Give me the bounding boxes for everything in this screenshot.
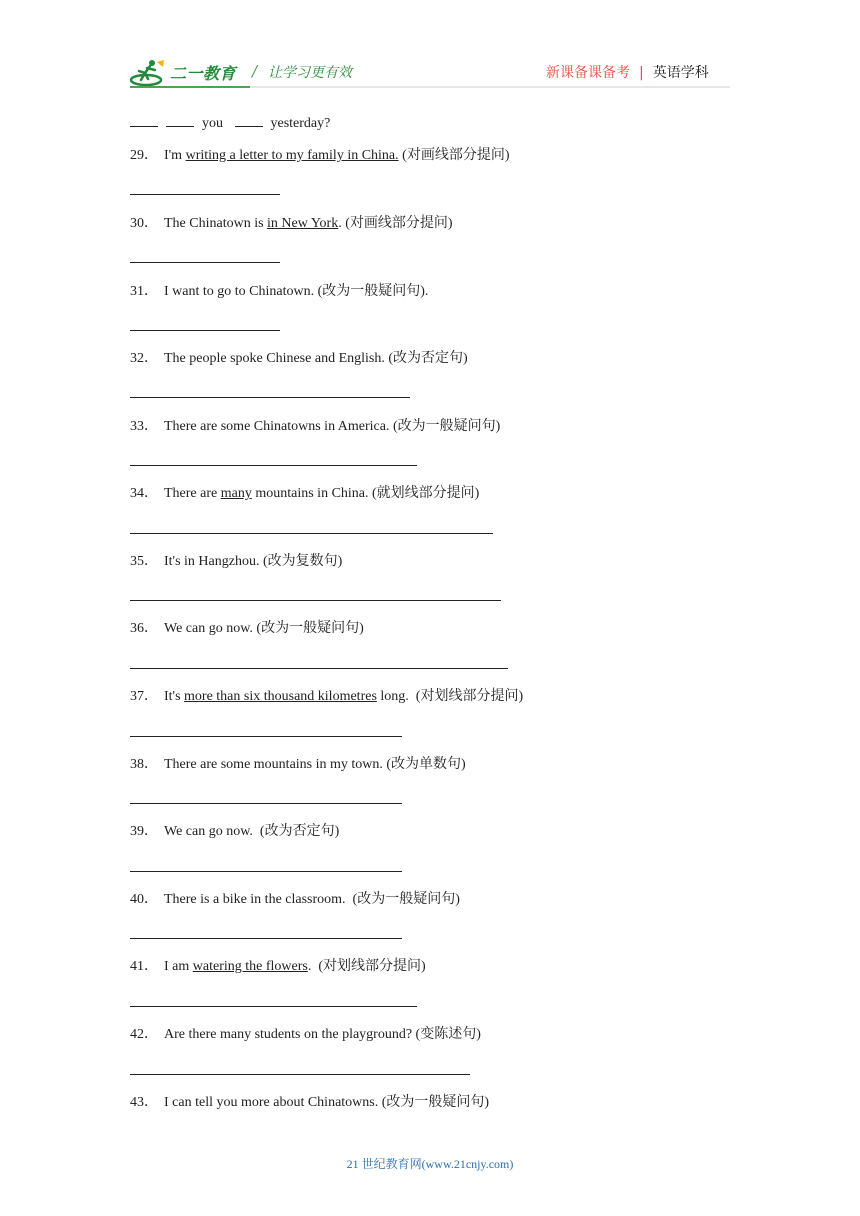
answer-line[interactable] — [130, 871, 402, 872]
question-32 — [130, 350, 468, 368]
page-footer: 21 世纪教育网(www.21cnjy.com) — [346, 1157, 514, 1171]
question-42 — [130, 1026, 481, 1044]
slogan-separator: / — [252, 62, 258, 80]
answer-line[interactable] — [130, 803, 402, 804]
fill-blank[interactable] — [235, 114, 263, 127]
question-38 — [130, 756, 466, 774]
question-instruction: long. (对划线部分提问) — [376, 689, 524, 704]
question-text: The people spoke Chinese and English. (改为否定句) — [164, 351, 468, 366]
underlined-phrase: watering the flowers — [192, 959, 308, 974]
page-header — [0, 0, 860, 100]
question-text: I want to go to Chinatown. (改为一般疑问句). — [164, 284, 429, 299]
underlined-phrase: many — [220, 486, 252, 501]
question-number: 34． — [130, 486, 158, 501]
question-number: 41． — [130, 959, 158, 974]
runner-logo-icon — [130, 58, 170, 88]
question-number: 31． — [130, 284, 158, 299]
question-text: We can go now. (改为一般疑问句) — [164, 621, 364, 636]
answer-line[interactable] — [130, 736, 402, 737]
question-34 — [130, 485, 479, 503]
logo — [130, 58, 248, 88]
question-text: Are there many students on the playground? (变陈述句) — [164, 1027, 481, 1042]
word-yesterday: yesterday? — [270, 116, 331, 131]
question-number: 32． — [130, 351, 158, 366]
answer-line[interactable] — [130, 465, 417, 466]
question-number: 38． — [130, 757, 158, 772]
question-text: The Chinatown is — [164, 216, 268, 231]
answer-line[interactable] — [130, 1074, 470, 1075]
question-41 — [130, 958, 426, 976]
question-30 — [130, 215, 453, 233]
underlined-phrase: more than six thousand kilometres — [184, 689, 377, 704]
answer-line[interactable] — [130, 194, 280, 195]
question-text: It's — [164, 689, 185, 704]
question-text: There is a bike in the classroom. (改为一般疑问句) — [164, 892, 460, 907]
question-39 — [130, 823, 339, 841]
question-number: 29． — [130, 148, 158, 163]
question-43 — [130, 1094, 489, 1112]
answer-line[interactable] — [130, 668, 508, 669]
answer-line[interactable] — [130, 330, 280, 331]
underlined-phrase: in New York — [267, 216, 339, 231]
question-text: I can tell you more about Chinatowns. (改为一般疑问句) — [164, 1095, 490, 1110]
question-text: It's in Hangzhou. (改为复数句) — [164, 554, 343, 569]
answer-line[interactable] — [130, 262, 280, 263]
question-33 — [130, 418, 500, 436]
header-separator: | — [639, 65, 644, 81]
header-divider — [130, 86, 730, 88]
question-text: We can go now. (改为否定句) — [164, 824, 340, 839]
question-40 — [130, 891, 460, 909]
answer-line[interactable] — [130, 397, 410, 398]
header-subject — [546, 62, 709, 82]
fill-blank[interactable] — [166, 114, 194, 127]
answer-line[interactable] — [130, 600, 501, 601]
question-number: 36． — [130, 621, 158, 636]
answer-line[interactable] — [130, 938, 402, 939]
question-text: There are some mountains in my town. (改为单数句) — [164, 757, 466, 772]
question-35 — [130, 553, 342, 571]
question-instruction: . (对画线部分提问) — [338, 216, 453, 231]
question-29 — [130, 147, 509, 165]
question-instruction: . (对划线部分提问) — [307, 959, 426, 974]
question-number: 43． — [130, 1095, 158, 1110]
question-number: 35． — [130, 554, 158, 569]
question-instruction: mountains in China. (就划线部分提问) — [251, 486, 480, 501]
header-course-label: 新课备课备考 — [546, 65, 630, 81]
header-subject-label: 英语学科 — [652, 65, 709, 81]
logo-text: 二一教育 — [170, 64, 237, 83]
question-number: 33． — [130, 419, 158, 434]
question-text: There are some Chinatowns in America. (改为一般疑问句) — [164, 419, 501, 434]
slogan: 让学习更有效 — [268, 65, 352, 81]
question-text: There are — [164, 486, 221, 501]
fill-blank[interactable] — [130, 114, 158, 127]
question-number: 37． — [130, 689, 158, 704]
answer-line[interactable] — [130, 1006, 417, 1007]
question-36 — [130, 620, 364, 638]
underlined-phrase: writing a letter to my family in China. — [185, 148, 399, 163]
question-number: 42． — [130, 1027, 158, 1042]
question-number: 30． — [130, 216, 158, 231]
question-31 — [130, 283, 428, 301]
question-text: I am — [164, 959, 193, 974]
answer-line[interactable] — [130, 533, 493, 534]
question-number: 40． — [130, 892, 158, 907]
word-you: you — [202, 116, 223, 131]
question-text: I'm — [164, 148, 186, 163]
question-number: 39． — [130, 824, 158, 839]
question-28-answer-line — [130, 114, 330, 132]
question-37 — [130, 688, 523, 706]
question-instruction: (对画线部分提问) — [398, 148, 510, 163]
